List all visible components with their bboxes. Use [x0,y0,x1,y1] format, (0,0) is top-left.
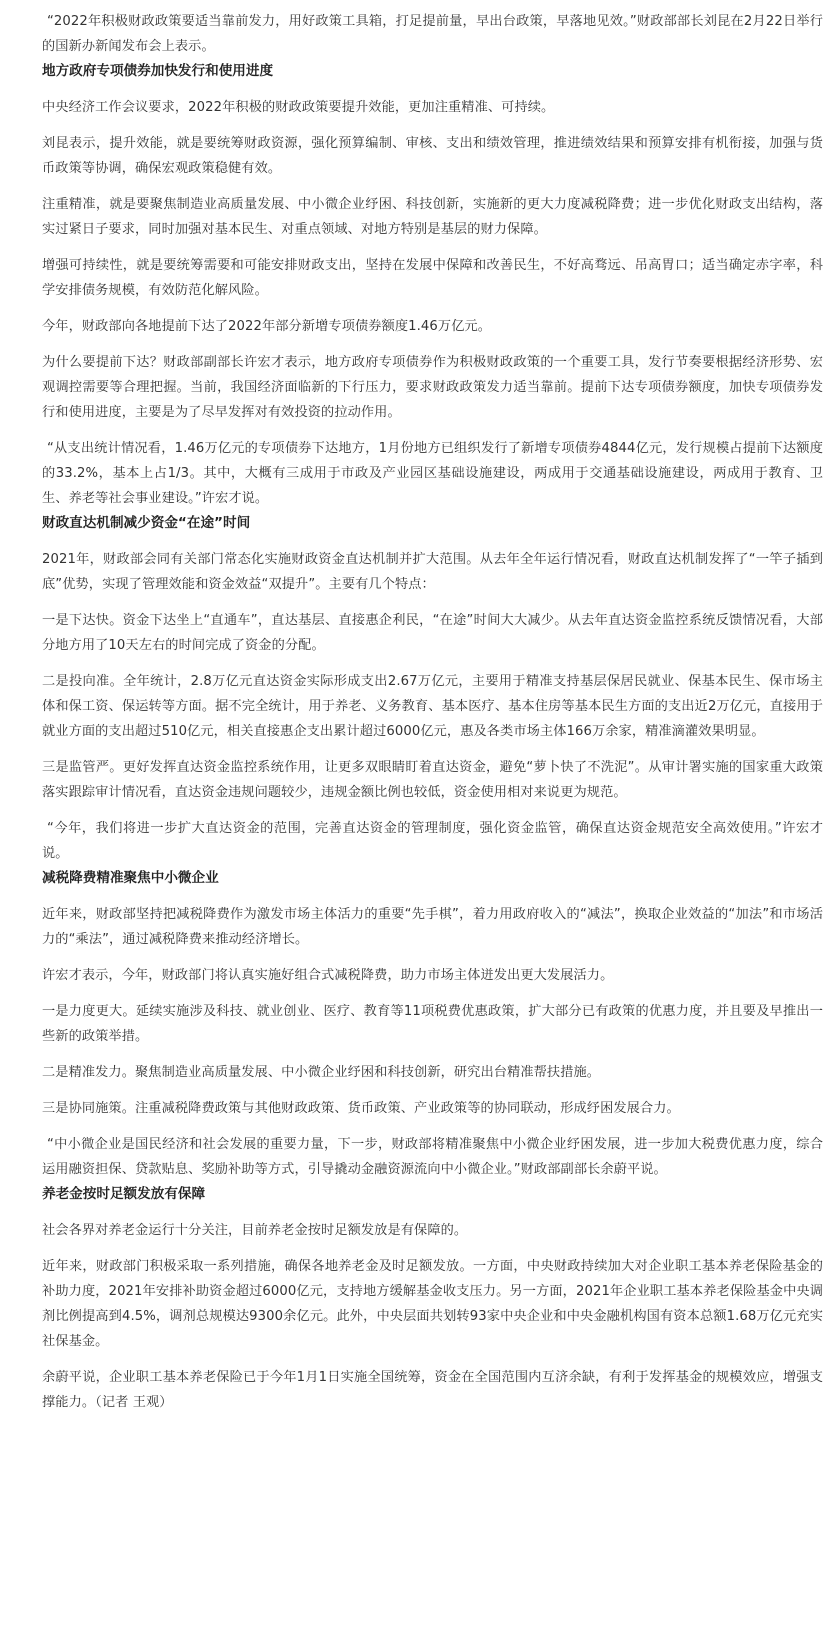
paragraph: 许宏才表示，今年，财政部门将认真实施好组合式减税降费，助力市场主体迸发出更大发展活力。 [42,968,614,983]
paragraph-quote: “中小微企业是国民经济和社会发展的重要力量，下一步，财政部将精准聚焦中小微企业纾困发展，进一步加大税费优惠力度，综合运用融资担保、贷款贴息、奖励补助等方式，引导撬动金融资源流向中小微企业。”财政部副部长余蔚平说。 [42,1137,823,1177]
paragraph: 今年，财政部向各地提前下达了2022年部分新增专项债券额度1.46万亿元。 [42,319,492,334]
paragraph: 注重精准，就是要聚焦制造业高质量发展、中小微企业纾困、科技创新，实施新的更大力度减税降费；进一步优化财政支出结构，落实过紧日子要求，同时加强对基本民生、对重点领域、对地方特别是基层的财力保障。 [42,197,823,237]
paragraph-lead-quote: “2022年积极财政政策要适当靠前发力，用好政策工具箱，打足提前量，早出台政策，早落地见效。”财政部部长刘昆在2月22日举行的国新办新闻发布会上表示。 [42,14,823,54]
paragraph-quote: “从支出统计情况看，1.46万亿元的专项债券下达地方，1月份地方已组织发行了新增专项债券4844亿元，发行规模占提前下达额度的33.2%，基本上占1/3。其中，大概有三成用于市政及产业园区基础设施建设，两成用于交通基础设施建设，两成用于教育、卫生、养老等社会事业建设。”许宏才说。 [42,441,823,506]
paragraph: 中央经济工作会议要求，2022年积极的财政政策要提升效能，更加注重精准、可持续。 [42,100,555,115]
paragraph: 刘昆表示，提升效能，就是要统筹财政资源，强化预算编制、审核、支出和绩效管理，推进绩效结果和预算安排有机衔接，加强与货币政策等协调，确保宏观政策稳健有效。 [42,136,823,176]
paragraph: 三是协同施策。注重减税降费政策与其他财政政策、货币政策、产业政策等的协同联动，形成纾困发展合力。 [42,1101,680,1116]
paragraph: 社会各界对养老金运行十分关注，目前养老金按时足额发放是有保障的。 [42,1223,468,1238]
section-heading-special-bonds: 地方政府专项债券加快发行和使用进度 [42,63,274,79]
paragraph: 为什么要提前下达？财政部副部长许宏才表示，地方政府专项债券作为积极财政政策的一个重要工具，发行节奏要根据经济形势、宏观调控需要等合理把握。当前，我国经济面临新的下行压力，要求财政政策发力适当靠前。提前下达专项债券额度，加快专项债券发行和使用进度，主要是为了尽早发挥对有效投资的拉动作用。 [42,355,823,420]
section-heading-direct-funding: 财政直达机制减少资金“在途”时间 [42,515,251,531]
section-heading-tax-cuts: 减税降费精准聚焦中小微企业 [42,870,219,886]
section-heading-pensions: 养老金按时足额发放有保障 [42,1186,206,1202]
paragraph: 三是监管严。更好发挥直达资金监控系统作用，让更多双眼睛盯着直达资金，避免“萝卜快了不洗泥”。从审计署实施的国家重大政策落实跟踪审计情况看，直达资金违规问题较少，违规金额比例也较低，资金使用相对来说更为规范。 [42,760,823,800]
paragraph: 近年来，财政部坚持把减税降费作为激发市场主体活力的重要“先手棋”，着力用政府收入的“减法”，换取企业效益的“加法”和市场活力的“乘法”，通过减税降费来推动经济增长。 [42,907,823,947]
paragraph-closing: 余蔚平说，企业职工基本养老保险已于今年1月1日实施全国统筹，资金在全国范围内互济余缺，有利于发挥基金的规模效应，增强支撑能力。（记者 王观） [42,1370,823,1410]
paragraph: 二是精准发力。聚焦制造业高质量发展、中小微企业纾困和科技创新，研究出台精准帮扶措施。 [42,1065,601,1080]
paragraph-quote: “今年，我们将进一步扩大直达资金的范围，完善直达资金的管理制度，强化资金监管，确保直达资金规范安全高效使用。”许宏才说。 [42,821,823,861]
paragraph: 二是投向准。全年统计，2.8万亿元直达资金实际形成支出2.67万亿元，主要用于精准支持基层保居民就业、保基本民生、保市场主体和保工资、保运转等方面。据不完全统计，用于养老、义务教育、基本医疗、基本住房等基本民生方面的支出近2万亿元，直接用于就业方面的支出超过510亿元，相关直接惠企支出累计超过6000亿元，惠及各类市场主体166万余家，精准滴灌效果明显。 [42,674,823,739]
paragraph: 一是力度更大。延续实施涉及科技、就业创业、医疗、教育等11项税费优惠政策，扩大部分已有政策的优惠力度，并且要及早推出一些新的政策举措。 [42,1004,823,1044]
paragraph: 2021年，财政部会同有关部门常态化实施财政资金直达机制并扩大范围。从去年全年运行情况看，财政直达机制发挥了“一竿子插到底”优势，实现了管理效能和资金效益“双提升”。主要有几个特点： [42,552,823,592]
paragraph: 一是下达快。资金下达坐上“直通车”，直达基层、直接惠企利民，“在途”时间大大减少。从去年直达资金监控系统反馈情况看，大部分地方用了10天左右的时间完成了资金的分配。 [42,613,823,653]
paragraph: 增强可持续性，就是要统筹需要和可能安排财政支出，坚持在发展中保障和改善民生，不好高骛远、吊高胃口；适当确定赤字率，科学安排债务规模，有效防范化解风险。 [42,258,823,298]
paragraph: 近年来，财政部门积极采取一系列措施，确保各地养老金及时足额发放。一方面，中央财政持续加大对企业职工基本养老保险基金的补助力度，2021年安排补助资金超过6000亿元，支持地方缓解基金收支压力。另一方面，2021年企业职工基本养老保险基金中央调剂比例提高到4.5%，调剂总规模达9300余亿元。此外，中央层面共划转93家中央企业和中央金融机构国有资本总额1.68万亿元充实社保基金。 [42,1259,823,1349]
